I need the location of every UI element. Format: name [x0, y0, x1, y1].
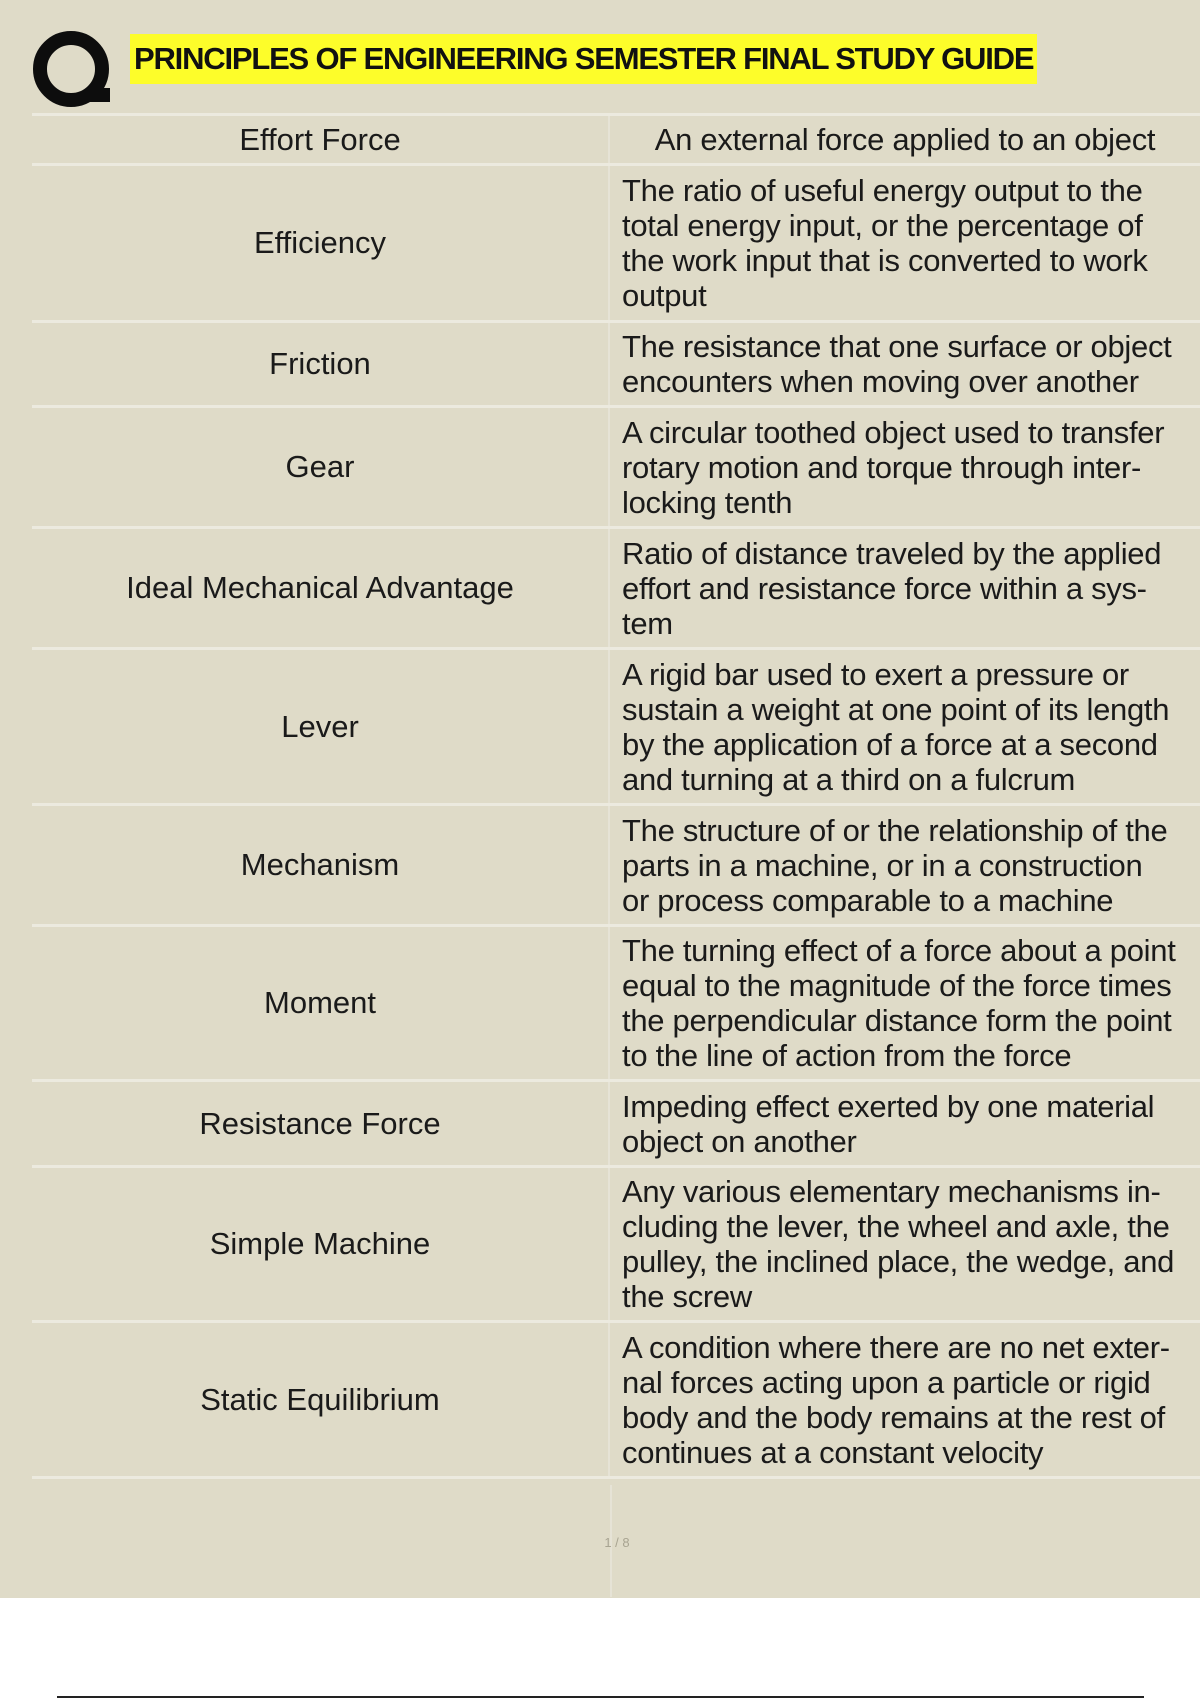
table-row [32, 806, 1200, 927]
term-cell: Friction [32, 323, 610, 405]
definition-cell: The resistance that one surface or object encounters when moving over another [622, 329, 1172, 399]
term-cell: Effort Force [32, 116, 610, 163]
definition-cell: The ratio of useful energy output to the total energy input, or the percentage of the work input that is converted to work output [622, 173, 1148, 313]
table-row [32, 529, 1200, 650]
definition-cell: The structure of or the relationship of the parts in a machine, or in a construction or process comparable to a machine [622, 812, 1168, 918]
definition-cell: Ratio of distance traveled by the applied effort and resistance force within a sys- tem [622, 535, 1162, 641]
table-row [32, 1323, 1200, 1479]
q-logo-icon [32, 30, 114, 112]
definition-cell: A condition where there are no net exter- nal forces acting upon a particle or rigid body and the body remains at the rest of continues at a constant velocity [622, 1329, 1170, 1470]
definition-cell: Impeding effect exerted by one material object on another [622, 1088, 1155, 1159]
footer-rule [57, 1696, 1144, 1698]
table-row [32, 927, 1200, 1082]
definition-cell: A circular toothed object used to transfer rotary motion and torque through inter- locking tenth [622, 414, 1165, 520]
definition-cell: An external force applied to an object [654, 122, 1156, 157]
table-row [32, 650, 1200, 806]
table-row [32, 408, 1200, 529]
glossary-table [32, 113, 1200, 1479]
definition-cell: Any various elementary mechanisms in- cluding the lever, the wheel and axle, the pulley, the inclined place, the wedge, and the screw [622, 1174, 1175, 1314]
table-row [32, 1168, 1200, 1323]
term-cell: Static Equilibrium [32, 1323, 610, 1476]
page-title: PRINCIPLES OF ENGINEERING SEMESTER FINAL STUDY GUIDE [130, 34, 1037, 84]
definition-cell: A rigid bar used to exert a pressure or sustain a weight at one point of its length by the application of a force at a second and turning at a third on a fulcrum [622, 656, 1170, 797]
term-cell: Moment [32, 927, 610, 1079]
term-cell: Mechanism [32, 806, 610, 924]
table-row [32, 323, 1200, 408]
term-cell: Resistance Force [32, 1082, 610, 1165]
page-number: 1 / 8 [604, 1535, 630, 1550]
term-cell: Ideal Mechanical Advantage [32, 529, 610, 647]
table-row [32, 166, 1200, 323]
term-cell: Simple Machine [32, 1168, 610, 1320]
term-cell: Lever [32, 650, 610, 803]
term-cell: Gear [32, 408, 610, 526]
table-row [32, 1082, 1200, 1168]
table-row [32, 116, 1200, 166]
definition-cell: The turning effect of a force about a point equal to the magnitude of the force times the perpendicular distance form the point to the line of action from the force [622, 933, 1176, 1073]
term-cell: Efficiency [32, 166, 610, 320]
